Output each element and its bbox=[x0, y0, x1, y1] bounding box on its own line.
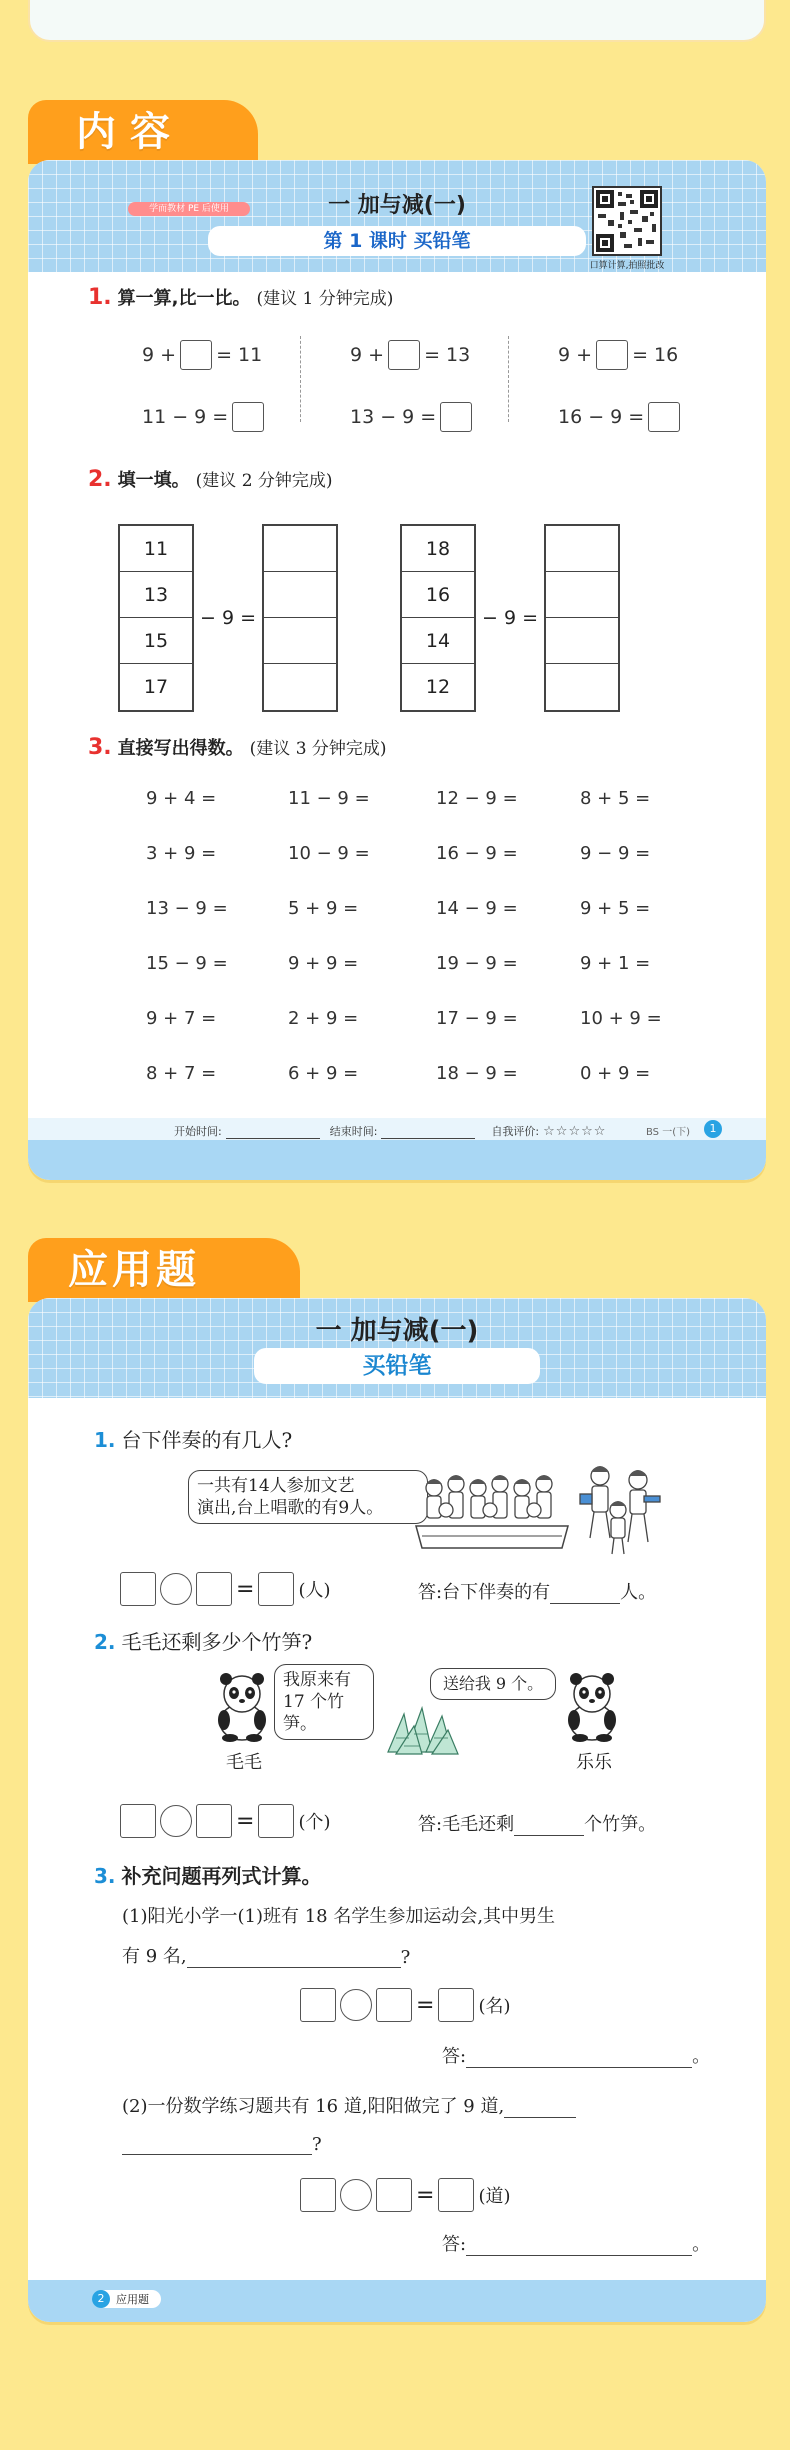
operator-circle[interactable] bbox=[160, 1573, 192, 1605]
unit-title: 一 加与减(一) bbox=[328, 193, 466, 218]
app-q3-p2-line2: ? bbox=[122, 2134, 322, 2155]
answer-box[interactable] bbox=[258, 1572, 294, 1606]
q2-left-answer-column bbox=[262, 524, 338, 712]
qr-code[interactable] bbox=[592, 186, 662, 256]
content-worksheet-card bbox=[28, 160, 766, 1180]
singers-on-stage-illustration bbox=[412, 1466, 572, 1556]
app-q3-p2-line1: (2)一份数学练习题共有 16 道,阳阳做完了 9 道, bbox=[122, 2092, 576, 2118]
calc-item: 5 + 9 = bbox=[288, 898, 359, 919]
app-q2-answer: 答:毛毛还剩 个竹笋。 bbox=[418, 1814, 657, 1835]
answer-box[interactable] bbox=[258, 1804, 294, 1838]
app-q1-speech-bubble: 一共有14人参加文艺 演出,台上唱歌的有9人。 bbox=[188, 1470, 428, 1524]
q1-item: 9 + = 16 bbox=[558, 340, 678, 370]
app-unit-title: 一 加与减(一) bbox=[315, 1316, 479, 1346]
app-q3-p1-unit: (名) bbox=[478, 1996, 511, 2017]
calc-item: 9 + 1 = bbox=[580, 953, 651, 974]
book-code: BS 一(下) bbox=[646, 1127, 691, 1138]
operator-circle[interactable] bbox=[160, 1805, 192, 1837]
equals-sign: = bbox=[416, 2182, 435, 2208]
qr-caption: 口算计算,拍照批改 bbox=[589, 261, 665, 271]
q2-heading bbox=[88, 466, 333, 492]
calc-item: 14 − 9 = bbox=[436, 898, 518, 919]
calc-item: 0 + 9 = bbox=[580, 1063, 651, 1084]
calc-item: 8 + 7 = bbox=[146, 1063, 217, 1084]
name-lele: 乐乐 bbox=[576, 1752, 612, 1773]
equals-sign: = bbox=[236, 1576, 255, 1602]
application-tab-label: 应用题 bbox=[28, 1238, 300, 1302]
q2-hint: (建议 2 分钟完成) bbox=[195, 471, 333, 491]
app-footer-label: 应用题 bbox=[116, 2293, 149, 2306]
application-worksheet-card bbox=[28, 1298, 766, 2322]
q2-operator: − 9 = bbox=[482, 607, 539, 629]
answer-box[interactable] bbox=[388, 340, 420, 370]
answer-box[interactable] bbox=[376, 1988, 412, 2022]
answer-box[interactable] bbox=[376, 2178, 412, 2212]
app-q2-title: 毛毛还剩多少个竹笋? bbox=[121, 1630, 313, 1654]
answer-box[interactable] bbox=[440, 402, 472, 432]
question-blank[interactable] bbox=[187, 1967, 401, 1968]
app-q3-heading bbox=[94, 1860, 322, 1889]
app-q3-p2-unit: (道) bbox=[478, 2186, 511, 2207]
answer-box[interactable] bbox=[196, 1804, 232, 1838]
equals-sign: = bbox=[416, 1992, 435, 2018]
content-tab-label: 内容 bbox=[28, 100, 258, 164]
app-header bbox=[28, 1298, 766, 1398]
app-q1-title: 台下伴奏的有几人? bbox=[121, 1428, 293, 1452]
app-q3-p1-line2: 有 9 名, ? bbox=[122, 1946, 411, 1968]
q1-item: 13 − 9 = bbox=[350, 402, 472, 432]
q1-hint: (建议 1 分钟完成) bbox=[256, 289, 394, 309]
q2-right-answer-column bbox=[544, 524, 620, 712]
app-q1-heading bbox=[94, 1424, 292, 1453]
worksheet-header bbox=[28, 160, 766, 272]
answer-blank[interactable] bbox=[466, 2067, 692, 2068]
calc-item: 9 + 7 = bbox=[146, 1008, 217, 1029]
calc-item: 19 − 9 = bbox=[436, 953, 518, 974]
app-lesson-title: 买铅笔 bbox=[254, 1348, 540, 1384]
q2-number: 2. bbox=[88, 467, 112, 492]
answer-blank[interactable] bbox=[550, 1603, 620, 1604]
calc-item: 12 − 9 = bbox=[436, 788, 518, 809]
calc-item: 9 + 9 = bbox=[288, 953, 359, 974]
q1-item: 16 − 9 = bbox=[558, 402, 680, 432]
answer-box[interactable] bbox=[438, 1988, 474, 2022]
answer-box[interactable] bbox=[300, 2178, 336, 2212]
promo-pill: 学而教材 PE 后使用 bbox=[128, 202, 250, 216]
content-footer bbox=[28, 1118, 766, 1180]
answer-box[interactable] bbox=[232, 402, 264, 432]
answer-box[interactable] bbox=[180, 340, 212, 370]
app-q2-number: 2. bbox=[94, 1630, 116, 1654]
q2-left-group bbox=[118, 524, 338, 712]
end-time-field[interactable] bbox=[381, 1138, 475, 1139]
q1-item: 11 − 9 = bbox=[142, 402, 264, 432]
calc-item: 17 − 9 = bbox=[436, 1008, 518, 1029]
calc-item: 13 − 9 = bbox=[146, 898, 228, 919]
app-q2-equation bbox=[120, 1804, 330, 1838]
q3-hint: (建议 3 分钟完成) bbox=[249, 739, 387, 759]
name-maomao: 毛毛 bbox=[226, 1752, 262, 1773]
q1-title: 算一算,比一比。 bbox=[117, 288, 251, 309]
start-time-field[interactable] bbox=[226, 1138, 320, 1139]
operator-circle[interactable] bbox=[340, 1989, 372, 2021]
page-number: 1 bbox=[704, 1120, 722, 1138]
app-q1-number: 1. bbox=[94, 1428, 116, 1452]
app-q3-p2-answer: 答: 。 bbox=[442, 2234, 711, 2255]
q3-title: 直接写出得数。 bbox=[117, 738, 244, 759]
app-q2-unit: (个) bbox=[298, 1812, 331, 1833]
q2-operator: − 9 = bbox=[200, 607, 257, 629]
operator-circle[interactable] bbox=[340, 2179, 372, 2211]
calc-item: 6 + 9 = bbox=[288, 1063, 359, 1084]
equals-sign: = bbox=[236, 1808, 255, 1834]
footer-fields bbox=[174, 1123, 606, 1139]
calc-item: 11 − 9 = bbox=[288, 788, 370, 809]
app-q1-unit: (人) bbox=[298, 1580, 331, 1601]
answer-box[interactable] bbox=[196, 1572, 232, 1606]
app-q1-answer: 答:台下伴奏的有 人。 bbox=[418, 1582, 657, 1603]
previous-page-card bbox=[28, 0, 766, 42]
q2-title: 填一填。 bbox=[117, 470, 190, 491]
start-time-label: 开始时间: bbox=[174, 1125, 222, 1138]
panda-lele-illustration bbox=[560, 1670, 624, 1742]
answer-box[interactable] bbox=[120, 1572, 156, 1606]
app-footer bbox=[28, 2280, 766, 2322]
app-footer-pill bbox=[92, 2290, 161, 2308]
q1-divider-1 bbox=[300, 336, 301, 422]
calc-item: 16 − 9 = bbox=[436, 843, 518, 864]
star-rating[interactable]: ☆☆☆☆☆ bbox=[543, 1124, 607, 1139]
calc-item: 10 − 9 = bbox=[288, 843, 370, 864]
answer-box[interactable] bbox=[300, 1988, 336, 2022]
application-tab bbox=[28, 1238, 300, 1302]
app-q3-p1-answer: 答: 。 bbox=[442, 2046, 711, 2067]
q1-divider-2 bbox=[508, 336, 509, 422]
app-q3-p1-equation bbox=[300, 1988, 510, 2022]
app-q3-p2-equation bbox=[300, 2178, 510, 2212]
q1-number: 1. bbox=[88, 285, 112, 310]
bamboo-shoots-illustration bbox=[382, 1704, 462, 1756]
self-eval-label: 自我评价: bbox=[491, 1125, 540, 1138]
answer-box[interactable] bbox=[438, 2178, 474, 2212]
q2-right-group bbox=[400, 524, 620, 712]
app-q3-p1-line1: (1)阳光小学一(1)班有 18 名学生参加运动会,其中男生 bbox=[122, 1906, 556, 1927]
q3-number: 3. bbox=[88, 735, 112, 760]
q2-left-input-column: 11 13 15 17 bbox=[118, 524, 194, 712]
app-q3-title: 补充问题再列式计算。 bbox=[121, 1864, 322, 1888]
question-blank[interactable] bbox=[122, 2154, 312, 2155]
q3-heading bbox=[88, 734, 387, 760]
calc-item: 3 + 9 = bbox=[146, 843, 217, 864]
answer-box[interactable] bbox=[596, 340, 628, 370]
end-time-label: 结束时间: bbox=[329, 1125, 378, 1138]
calc-item: 8 + 5 = bbox=[580, 788, 651, 809]
app-page-number: 2 bbox=[92, 2290, 110, 2308]
calc-item: 18 − 9 = bbox=[436, 1063, 518, 1084]
question-blank[interactable] bbox=[504, 2117, 576, 2118]
answer-box[interactable] bbox=[648, 402, 680, 432]
q1-item: 9 + = 11 bbox=[142, 340, 262, 370]
q1-heading bbox=[88, 284, 393, 310]
app-q2-heading bbox=[94, 1626, 312, 1655]
panda-maomao-illustration bbox=[210, 1670, 274, 1742]
q2-right-input-column: 18 16 14 12 bbox=[400, 524, 476, 712]
app-q2-left-bubble: 我原来有 17 个竹笋。 bbox=[274, 1664, 374, 1740]
calc-item: 9 + 4 = bbox=[146, 788, 217, 809]
app-q3-number: 3. bbox=[94, 1864, 116, 1888]
lesson-title: 第 1 课时 买铅笔 bbox=[208, 226, 586, 256]
content-tab bbox=[28, 100, 258, 164]
calc-item: 15 − 9 = bbox=[146, 953, 228, 974]
q1-item: 9 + = 13 bbox=[350, 340, 470, 370]
calc-item: 2 + 9 = bbox=[288, 1008, 359, 1029]
app-q1-equation bbox=[120, 1572, 330, 1606]
calc-item: 9 − 9 = bbox=[580, 843, 651, 864]
app-q2-right-bubble: 送给我 9 个。 bbox=[430, 1668, 556, 1700]
musicians-illustration bbox=[578, 1458, 668, 1558]
calc-item: 9 + 5 = bbox=[580, 898, 651, 919]
answer-blank[interactable] bbox=[514, 1835, 584, 1836]
answer-box[interactable] bbox=[120, 1804, 156, 1838]
answer-blank[interactable] bbox=[466, 2255, 692, 2256]
calc-item: 10 + 9 = bbox=[580, 1008, 662, 1029]
